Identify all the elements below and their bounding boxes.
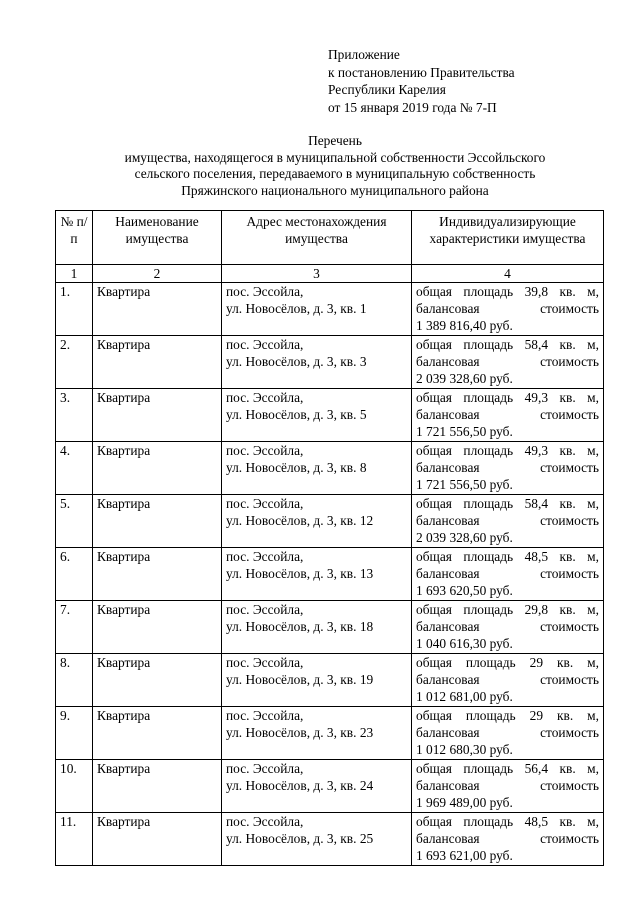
area-line [416,707,599,724]
area-word: общая [416,761,452,776]
cost-label: стоимость [540,301,599,316]
table-row [56,707,604,760]
cost-value: 1 389 816,40 руб. [416,318,513,333]
column-numbers-row [56,265,604,283]
property-name: Квартира [93,336,222,389]
area-word: площадь [465,655,516,670]
area-word: м, [587,496,599,511]
title-line: Пряжинского национального муниципального района [181,183,489,199]
cost-label: стоимость [540,672,599,687]
area-word: общая [416,814,452,829]
cost-value: 1 693 620,50 руб. [416,583,513,598]
cost-value: 1 721 556,50 руб. [416,424,513,439]
property-characteristics [412,283,604,336]
property-address [222,707,412,760]
property-address [222,389,412,442]
area-line [416,654,599,671]
header-characteristics: Индивидуализирующие характеристики имущества [412,211,604,265]
area-word: м, [587,655,599,670]
address-settlement: пос. Эссойла, [226,814,304,829]
table-row [56,601,604,654]
area-word: м, [587,602,599,617]
balance-label: балансовая [416,831,480,846]
area-word: 48,5 [524,814,549,829]
balance-line [416,724,599,741]
address-settlement: пос. Эссойла, [226,708,304,723]
address-settlement: пос. Эссойла, [226,655,304,670]
area-word: площадь [463,284,514,299]
property-characteristics [412,760,604,813]
row-number: 8. [56,654,93,707]
area-word: площадь [463,602,514,617]
area-word: м, [587,708,599,723]
cost-label: стоимость [540,513,599,528]
address-street: ул. Новосёлов, д. 3, кв. 5 [226,407,367,422]
balance-label: балансовая [416,619,480,634]
area-word: кв. [559,337,576,352]
property-name: Квартира [93,495,222,548]
area-line [416,601,599,618]
address-street: ул. Новосёлов, д. 3, кв. 18 [226,619,374,634]
cost-value: 2 039 328,60 руб. [416,530,513,545]
area-word: 29,8 [524,602,549,617]
column-number: 4 [412,265,604,283]
property-name: Квартира [93,442,222,495]
row-number: 11. [56,813,93,866]
balance-line [416,565,599,582]
area-word: кв. [559,602,576,617]
balance-line [416,512,599,529]
area-word: кв. [559,814,576,829]
appendix-line: Республики Карелия [328,82,446,97]
area-word: 49,3 [524,390,549,405]
area-word: общая [416,549,452,564]
cost-label: стоимость [540,460,599,475]
area-word: м, [587,284,599,299]
appendix-line: Приложение [328,47,400,62]
address-settlement: пос. Эссойла, [226,390,304,405]
area-word: 49,3 [524,443,549,458]
area-word: кв. [557,708,574,723]
appendix-block [328,46,515,116]
header-address: Адрес местонахождения имущества [222,211,412,265]
balance-label: балансовая [416,672,480,687]
cost-value: 1 693 621,00 руб. [416,848,513,863]
address-street: ул. Новосёлов, д. 3, кв. 12 [226,513,374,528]
title-line: Перечень [308,133,362,148]
area-word: общая [416,496,452,511]
area-word: 58,4 [524,337,549,352]
appendix-line: от 15 января 2019 года № 7-П [328,99,497,115]
area-word: 48,5 [524,549,549,564]
area-word: кв. [557,655,574,670]
area-word: м, [587,761,599,776]
property-table [55,210,604,866]
address-street: ул. Новосёлов, д. 3, кв. 13 [226,566,374,581]
cost-label: стоимость [540,725,599,740]
address-settlement: пос. Эссойла, [226,337,304,352]
area-word: площадь [465,708,516,723]
title-line: имущества, находящегося в муниципальной собственности Эссойльского [124,149,546,165]
area-line [416,389,599,406]
area-line [416,442,599,459]
address-street: ул. Новосёлов, д. 3, кв. 3 [226,354,367,369]
table-row [56,336,604,389]
property-address [222,548,412,601]
property-address [222,442,412,495]
property-name: Квартира [93,601,222,654]
row-number: 10. [56,760,93,813]
table-row [56,548,604,601]
address-settlement: пос. Эссойла, [226,284,304,299]
area-line [416,336,599,353]
address-street: ул. Новосёлов, д. 3, кв. 24 [226,778,374,793]
address-settlement: пос. Эссойла, [226,549,304,564]
cost-label: стоимость [540,407,599,422]
area-word: общая [416,337,452,352]
area-line [416,283,599,300]
address-settlement: пос. Эссойла, [226,443,304,458]
property-name: Квартира [93,707,222,760]
cost-label: стоимость [540,566,599,581]
property-name: Квартира [93,813,222,866]
area-word: 58,4 [524,496,549,511]
area-word: общая [416,390,452,405]
property-characteristics [412,601,604,654]
balance-line [416,353,599,370]
area-word: общая [416,284,452,299]
address-street: ул. Новосёлов, д. 3, кв. 19 [226,672,374,687]
header-name: Наименование имущества [93,211,222,265]
area-line [416,495,599,512]
property-characteristics [412,389,604,442]
address-street: ул. Новосёлов, д. 3, кв. 8 [226,460,367,475]
area-word: м, [587,390,599,405]
area-word: площадь [463,761,514,776]
table-row [56,654,604,707]
document-title [60,133,610,200]
cost-label: стоимость [540,354,599,369]
balance-label: балансовая [416,354,480,369]
cost-value: 1 012 680,30 руб. [416,742,513,757]
table-row [56,283,604,336]
table-row [56,813,604,866]
property-name: Квартира [93,283,222,336]
balance-line [416,618,599,635]
area-word: площадь [463,496,514,511]
area-line [416,813,599,830]
area-word: 39,8 [524,284,549,299]
property-characteristics [412,813,604,866]
column-number: 1 [56,265,93,283]
property-address [222,495,412,548]
balance-line [416,406,599,423]
area-word: кв. [559,496,576,511]
property-characteristics [412,442,604,495]
cost-value: 2 039 328,60 руб. [416,371,513,386]
property-characteristics [412,654,604,707]
balance-label: балансовая [416,725,480,740]
property-name: Квартира [93,654,222,707]
property-address [222,601,412,654]
cost-label: стоимость [540,619,599,634]
row-number: 1. [56,283,93,336]
property-address [222,813,412,866]
address-street: ул. Новосёлов, д. 3, кв. 23 [226,725,374,740]
area-word: м, [587,549,599,564]
property-name: Квартира [93,389,222,442]
area-word: кв. [559,443,576,458]
address-settlement: пос. Эссойла, [226,602,304,617]
balance-label: балансовая [416,460,480,475]
area-word: м, [587,443,599,458]
area-word: кв. [559,284,576,299]
cost-value: 1 012 681,00 руб. [416,689,513,704]
column-number: 2 [93,265,222,283]
area-word: общая [416,602,452,617]
header-number: № п/п [56,211,93,265]
area-word: площадь [463,443,514,458]
balance-label: балансовая [416,301,480,316]
balance-label: балансовая [416,407,480,422]
cost-value: 1 040 616,30 руб. [416,636,513,651]
property-address [222,760,412,813]
row-number: 4. [56,442,93,495]
appendix-line: к постановлению Правительства [328,64,515,80]
address-street: ул. Новосёлов, д. 3, кв. 1 [226,301,367,316]
area-word: 56,4 [524,761,549,776]
area-word: 29 [529,655,544,670]
area-word: площадь [463,390,514,405]
property-characteristics [412,707,604,760]
area-word: кв. [559,549,576,564]
area-word: 29 [529,708,544,723]
cost-label: стоимость [540,778,599,793]
area-word: кв. [559,390,576,405]
address-settlement: пос. Эссойла, [226,761,304,776]
property-address [222,654,412,707]
area-word: площадь [463,549,514,564]
table-header-row [56,211,604,265]
balance-line [416,777,599,794]
table-row [56,389,604,442]
balance-label: балансовая [416,778,480,793]
row-number: 5. [56,495,93,548]
property-characteristics [412,336,604,389]
area-line [416,548,599,565]
property-name: Квартира [93,548,222,601]
row-number: 3. [56,389,93,442]
table-row [56,442,604,495]
area-word: м, [587,814,599,829]
balance-line [416,300,599,317]
property-characteristics [412,495,604,548]
area-word: площадь [463,337,514,352]
balance-line [416,830,599,847]
balance-label: балансовая [416,566,480,581]
table-row [56,495,604,548]
row-number: 7. [56,601,93,654]
address-settlement: пос. Эссойла, [226,496,304,511]
balance-label: балансовая [416,513,480,528]
row-number: 2. [56,336,93,389]
area-word: м, [587,337,599,352]
cost-label: стоимость [540,831,599,846]
property-address [222,336,412,389]
row-number: 9. [56,707,93,760]
area-word: общая [416,655,452,670]
property-characteristics [412,548,604,601]
area-word: кв. [559,761,576,776]
cost-value: 1 721 556,50 руб. [416,477,513,492]
area-word: площадь [463,814,514,829]
area-word: общая [416,443,452,458]
title-line: сельского поселения, передаваемого в муниципальную собственность [134,166,536,182]
row-number: 6. [56,548,93,601]
balance-line [416,671,599,688]
cost-value: 1 969 489,00 руб. [416,795,513,810]
area-line [416,760,599,777]
area-word: общая [416,708,452,723]
property-name: Квартира [93,760,222,813]
column-number: 3 [222,265,412,283]
property-address [222,283,412,336]
balance-line [416,459,599,476]
address-street: ул. Новосёлов, д. 3, кв. 25 [226,831,374,846]
table-row [56,760,604,813]
